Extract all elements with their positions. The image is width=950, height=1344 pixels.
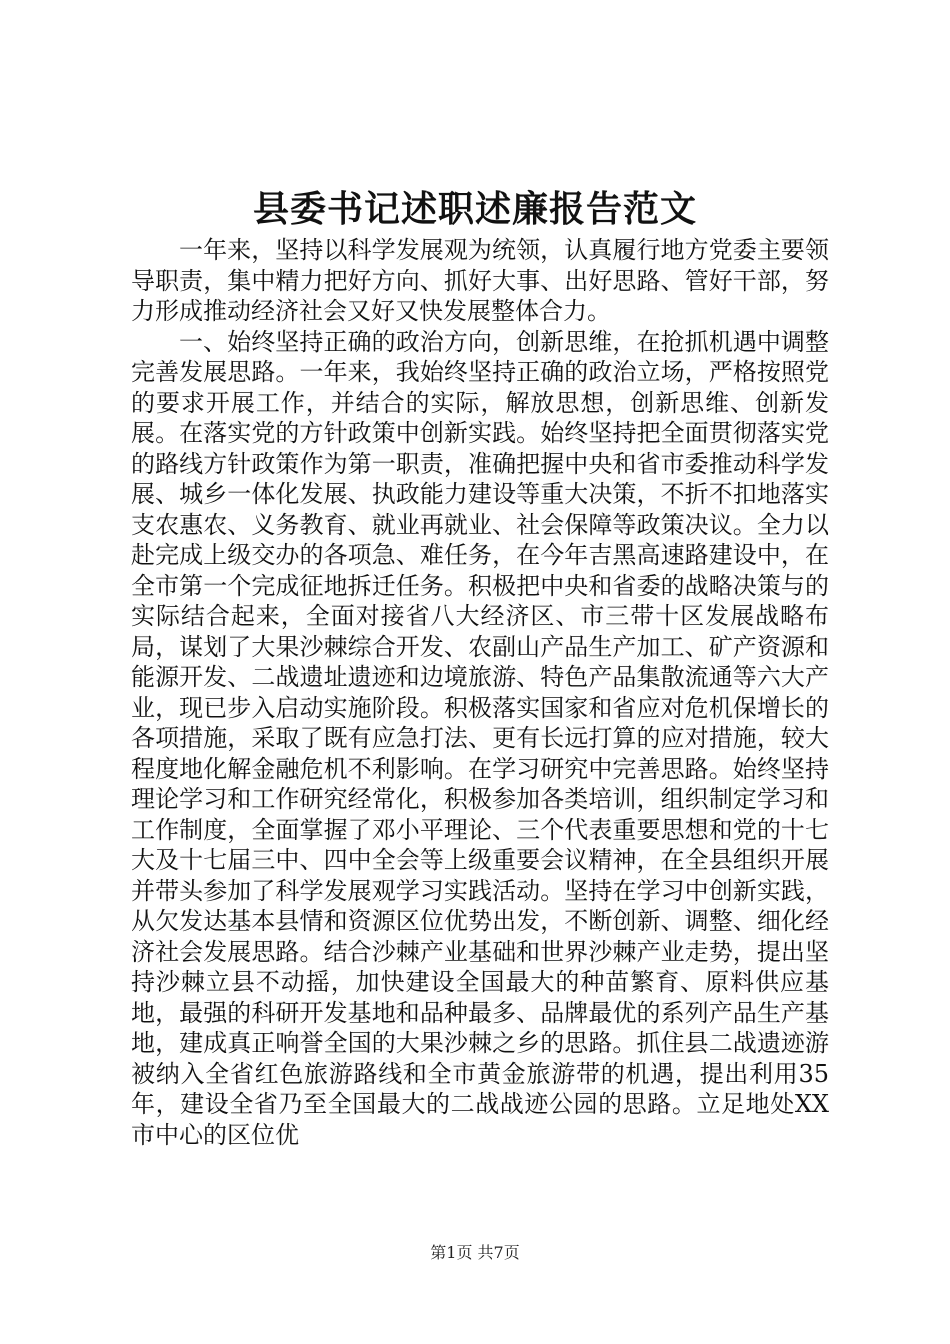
document-title: 县委书记述职述廉报告范文 xyxy=(252,188,697,230)
page-footer: 第1页 共7页 xyxy=(430,1243,520,1262)
paragraph-section-one: 一、始终坚持正确的政治方向，创新思维，在抢抓机遇中调整完善发展思路。一年来，我始终坚持正确的政治立场，严格按照党的要求开展工作，并结合的实际，解放思想，创新思维、创新发展。在落实党的方针政策中创新实践。始终坚持把全面贯彻落实党的路线方针政策作为第一职责，准确把握中央和省市委推动科学发展、城乡一体化发展、执政能力建设等重大决策，不折不扣地落实支农惠农、义务教育、就业再就业、社会保障等政策决议。全力以赴完成上级交办的各项急、难任务，在今年吉黑高速路建设中，在全市第一个完成征地拆迁任务。积极把中央和省委的战略决策与的实际结合起来，全面对接省八大经济区、市三带十区发展战略布局，谋划了大果沙棘综合开发、农副山产品生产加工、矿产资源和能源开发、二战遗址遗迹和边境旅游、特色产品集散流通等六大产业，现已步入启动实施阶段。积极落实国家和省应对危机保增长的各项措施，采取了既有应急打法、更有长远打算的应对措施，较大程度地化解金融危机不利影响。在学习研究中完善思路。始终坚持理论学习和工作研究经常化，积极参加各类培训，组织制定学习和工作制度，全面掌握了邓小平理论、三个代表重要思想和党的十七大及十七届三中、四中全会等上级重要会议精神，在全县组织开展并带头参加了科学发展观学习实践活动。坚持在学习中创新实践，从欠发达基本县情和资源区位优势出发，不断创新、调整、细化经济社会发展思路。结合沙棘产业基础和世界沙棘产业走势，提出坚持沙棘立县不动摇，加快建设全国最大的种苗繁育、原料供应基地，最强的科研开发基地和品种最多、品牌最优的系列产品生产基地，建成真正响誉全国的大果沙棘之乡的思路。抓住县二战遗迹游被纳入全省红色旅游路线和全市黄金旅游带的机遇，提出利用35年，建设全省乃至全国最大的二战战迹公园的思路。立足地处XX市中心的区位优 xyxy=(131,327,829,1149)
document-body xyxy=(131,235,829,1150)
paragraph-intro: 一年来，坚持以科学发展观为统领，认真履行地方党委主要领导职责，集中精力把好方向、抓好大事、出好思路、管好干部，努力形成推动经济社会又好又快发展整体合力。 xyxy=(131,236,829,325)
